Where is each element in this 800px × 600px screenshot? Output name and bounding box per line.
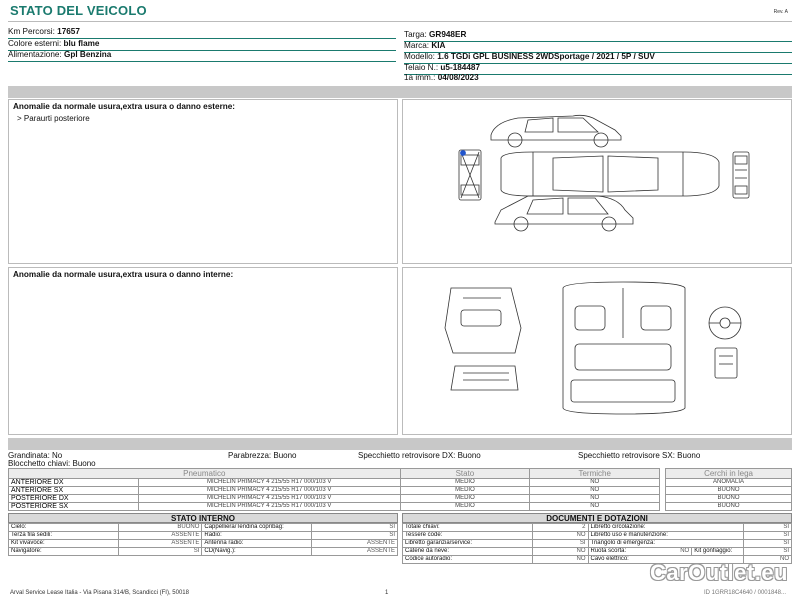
interno-value: ASSENTE (118, 540, 202, 548)
documenti-value: 2 (532, 524, 588, 532)
documenti-key: Codice autoradio: (403, 556, 533, 564)
tyre-position: POSTERIORE SX (9, 503, 139, 511)
chassis-label: Telaio N.: (404, 63, 439, 72)
model-label: Modello: (404, 52, 435, 61)
fuel-value: Gpl Benzina (63, 50, 112, 59)
documenti-key (588, 548, 692, 556)
internal-diagram-panel (402, 267, 792, 435)
tyre-model: MICHELIN PRIMACY 4 215/55 R17 000/103 V (138, 495, 400, 503)
tyre-model: MICHELIN PRIMACY 4 215/55 R17 000/103 V (138, 487, 400, 495)
table-row (9, 524, 398, 532)
documenti-key: Libretto circolazione: (588, 524, 744, 532)
tyre-stato: MEDIO (400, 487, 530, 495)
interno-key: Terza fila sedili: (9, 532, 119, 540)
external-diagram-panel (402, 99, 792, 264)
table-row (403, 524, 792, 532)
interno-value: BUONO (118, 524, 202, 532)
car-interior-diagram (403, 268, 791, 434)
tyre-stato: MEDIO (400, 503, 530, 511)
car-side-right-view (491, 115, 621, 147)
tyre-position: POSTERIORE DX (9, 495, 139, 503)
documenti-value: SI (744, 548, 792, 556)
interno-value: ASSENTE (118, 532, 202, 540)
car-rear-view (733, 152, 749, 198)
specchietto-dx-text: Specchietto retrovisore DX: Buono (358, 451, 481, 460)
table-row (9, 532, 398, 540)
table-row (9, 503, 792, 511)
table-row (9, 487, 792, 495)
footer-company: Arval Service Lease Italia - Via Pisana 314/B, Scandicci (FI), 50018 (10, 590, 189, 596)
car-side-left-view (495, 196, 633, 231)
tyres-header-cerchi: Cerchi in lega (666, 469, 792, 479)
documenti-key: Libretto uso e manutenzione: (588, 532, 744, 540)
interno-value: SI (312, 524, 398, 532)
interno-key: Antenna radio: (202, 540, 312, 548)
revision-label: Rev. A (773, 9, 788, 15)
tyres-header-pneumatico: Pneumatico (9, 469, 401, 479)
table-row (403, 548, 792, 556)
interno-value: SI (118, 548, 202, 556)
chassis-value: u5-184487 (440, 63, 481, 72)
documenti-key: Cavo elettrico: (588, 556, 744, 564)
tyre-cerchi: BUONO (666, 503, 792, 511)
header-divider (8, 21, 792, 22)
model-value: 1.6 TGDi GPL BUSINESS 2WDSportage / 2021 / 5P / SUV (437, 52, 655, 61)
km-label: Km Percorsi: (8, 27, 55, 36)
section-bar-checks (8, 438, 792, 450)
specchietto-sx-text: Specchietto retrovisore SX: Buono (578, 451, 701, 460)
trunk-view (451, 366, 518, 390)
tyre-position: ANTERIORE DX (9, 479, 139, 487)
interno-value: SI (312, 532, 398, 540)
documenti-value: SI (744, 532, 792, 540)
interno-key: Cappelliera/Tendina copribag: (202, 524, 312, 532)
color-value: blu flame (63, 39, 100, 48)
tyre-position: ANTERIORE SX (9, 487, 139, 495)
dashboard-view (445, 288, 521, 353)
documenti-key: Catene da neve: (403, 548, 533, 556)
documenti-value: SI (744, 524, 792, 532)
tyres-header-row (9, 469, 792, 479)
interno-key: Cielo: (9, 524, 119, 532)
documenti-key: Tessere code: (403, 532, 533, 540)
tyre-termiche: NO (530, 495, 660, 503)
car-exterior-diagram (403, 100, 791, 263)
tyres-header-stato: Stato (400, 469, 530, 479)
brand-value: KIA (431, 41, 446, 50)
section-bar-damage (8, 86, 792, 98)
damage-marker-icon (461, 151, 466, 156)
tyre-termiche: NO (530, 487, 660, 495)
tyre-stato: MEDIO (400, 479, 530, 487)
tyre-cerchi: ANOMALIA (666, 479, 792, 487)
internal-damage-title: Anomalie da normale usura,extra usura o danno interne: (13, 270, 234, 279)
grandinata-text: Grandinata: No (8, 451, 63, 460)
external-damage-item: > Paraurti posteriore (17, 114, 90, 123)
stato-interno-table (8, 523, 398, 556)
registration-label: 1a imm.: (404, 73, 436, 82)
color-label: Colore esterni: (8, 39, 62, 48)
documenti-value: NO (532, 556, 588, 564)
documenti-key: Kit gonfiaggio: (692, 548, 744, 556)
plate-label: Targa: (404, 30, 427, 39)
documenti-key: Totale chiavi: (403, 524, 533, 532)
documenti-table (402, 523, 792, 564)
page-title: STATO DEL VEICOLO (10, 3, 147, 18)
documenti-value: SI (744, 540, 792, 548)
documenti-value: NO (744, 556, 792, 564)
page-number: 1 (385, 590, 389, 596)
tyre-termiche: NO (530, 503, 660, 511)
car-front-view (459, 150, 481, 200)
documenti-title: DOCUMENTI E DOTAZIONI (402, 513, 792, 523)
km-value: 17657 (57, 27, 80, 36)
registration-row (404, 72, 792, 85)
tyre-model: MICHELIN PRIMACY 4 215/55 R17 000/103 V (138, 479, 400, 487)
documenti-value: NO (532, 532, 588, 540)
plate-value: GR948ER (429, 30, 467, 39)
tyres-header-termiche: Termiche (530, 469, 660, 479)
tyre-cerchi: BUONO (666, 487, 792, 495)
stato-interno-title: STATO INTERNO (8, 513, 398, 523)
interno-key: CD(Navig.): (202, 548, 312, 556)
fuel-label: Alimentazione: (8, 50, 62, 59)
interno-key: Navigatore: (9, 548, 119, 556)
internal-damage-panel (8, 267, 398, 435)
fuel-row (8, 49, 396, 62)
steering-wheel-view (709, 307, 741, 378)
documenti-key-text: Ruota scorta: (590, 548, 627, 554)
brand-label: Marca: (404, 41, 430, 50)
watermark-logo: CarOutlet.eu (649, 560, 788, 585)
interno-value: ASSENTE (312, 548, 398, 556)
external-damage-panel (8, 99, 398, 264)
tyres-table (8, 468, 792, 511)
car-top-view (501, 152, 719, 196)
documenti-value: NO (532, 548, 588, 556)
table-row (9, 479, 792, 487)
blocchetto-text: Blocchetto chiavi: Buono (8, 459, 96, 468)
interno-key: Kit vivavoce: (9, 540, 119, 548)
external-damage-title: Anomalie da normale usura,extra usura o danno esterne: (13, 102, 236, 111)
interno-value: ASSENTE (312, 540, 398, 548)
interno-key: Radio: (202, 532, 312, 540)
tyre-model: MICHELIN PRIMACY 4 215/55 R17 000/103 V (138, 503, 400, 511)
documenti-key: Triangolo di emergenza: (588, 540, 744, 548)
table-row (403, 532, 792, 540)
table-row (9, 495, 792, 503)
table-row (9, 548, 398, 556)
tyre-cerchi: BUONO (666, 495, 792, 503)
tyre-termiche: NO (530, 479, 660, 487)
tyre-stato: MEDIO (400, 495, 530, 503)
table-row (403, 540, 792, 548)
documenti-value: NO (680, 548, 690, 554)
parabrezza-text: Parabrezza: Buono (228, 451, 297, 460)
document-id: ID 1GRR18C4640 / 0001848... (703, 590, 786, 596)
documenti-value: SI (532, 540, 588, 548)
table-row (9, 540, 398, 548)
documenti-key: Libretto garanzia/service: (403, 540, 533, 548)
interior-top-view (563, 282, 685, 414)
registration-value: 04/08/2023 (437, 73, 479, 82)
